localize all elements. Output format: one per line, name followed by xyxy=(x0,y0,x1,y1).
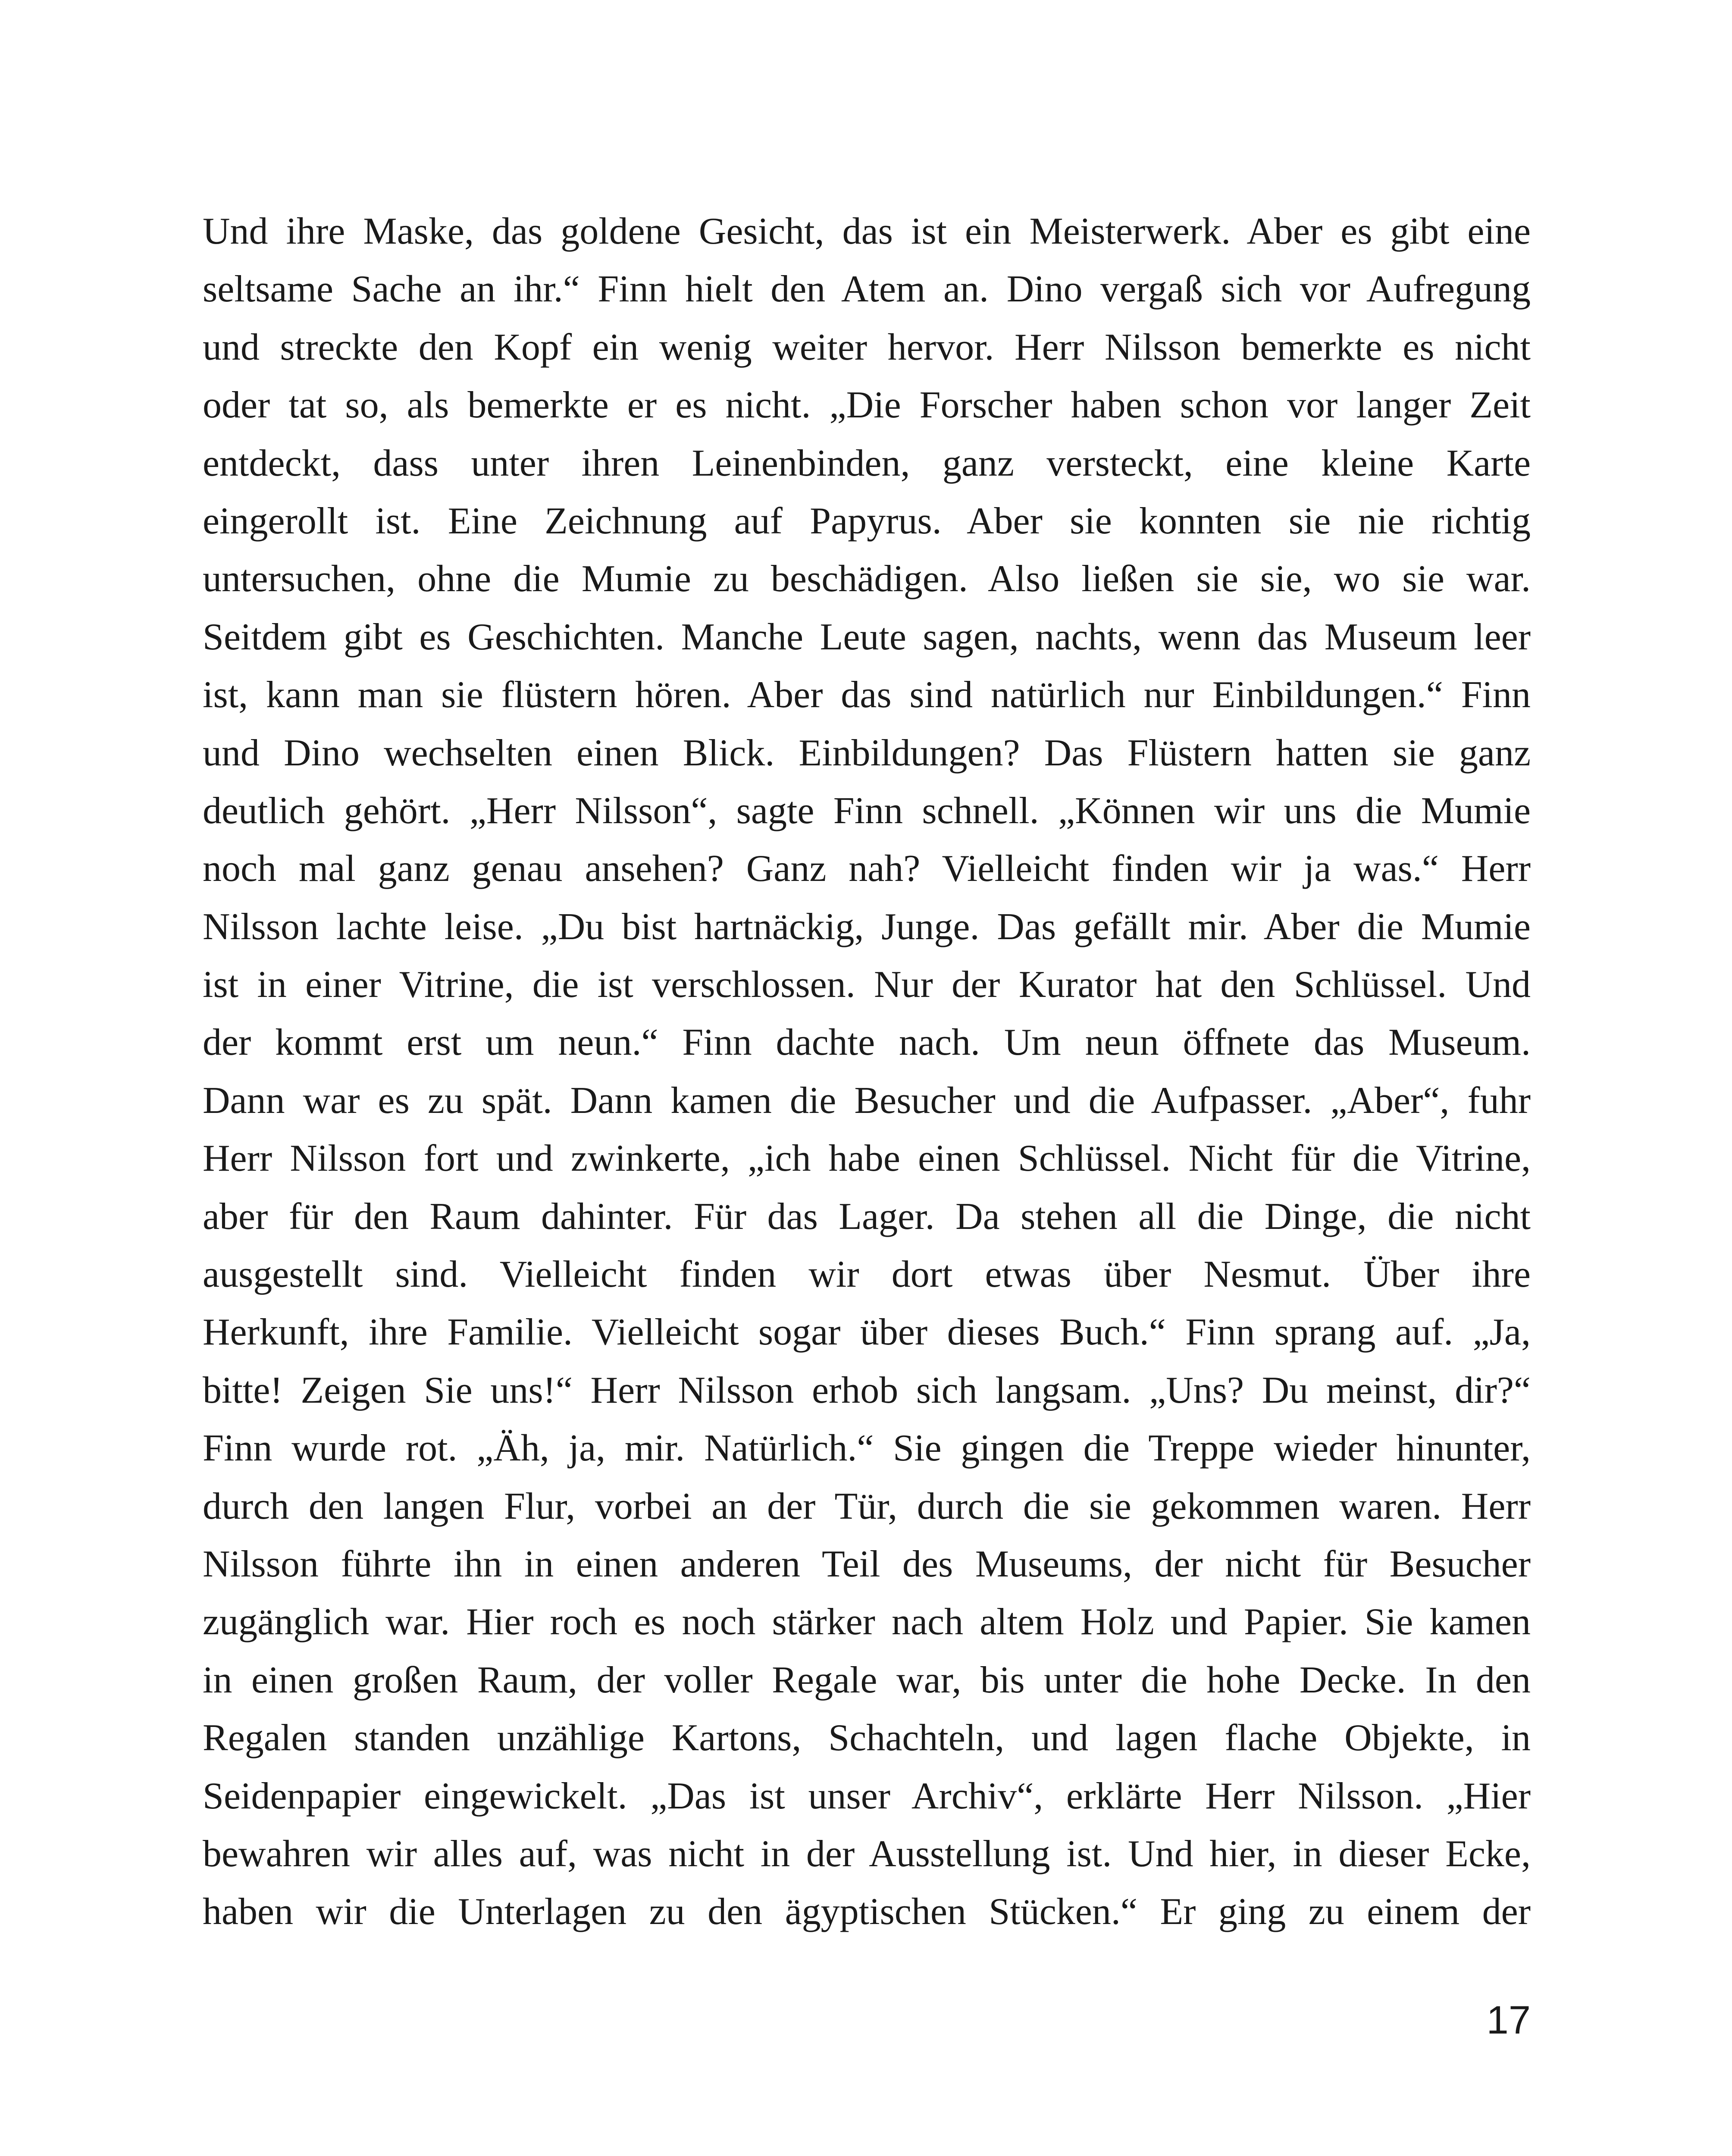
text-line: Finn wurde rot. „Äh, ja, mir. Natürlich.“ Sie gingen die Treppe wieder hinunter, xyxy=(203,1427,1531,1470)
text-line: Nilsson führte ihn in einen anderen Teil des Museums, der nicht für Besucher xyxy=(203,1543,1531,1585)
text-line: Regalen standen unzählige Kartons, Schachteln, und lagen flache Objekte, in xyxy=(203,1717,1531,1759)
text-line: Dann war es zu spät. Dann kamen die Besucher und die Aufpasser. „Aber“, fuhr xyxy=(203,1079,1531,1122)
text-line: deutlich gehört. „Herr Nilsson“, sagte Finn schnell. „Können wir uns die Mumie xyxy=(203,790,1531,832)
text-line: Nilsson lachte leise. „Du bist hartnäckig, Junge. Das gefällt mir. Aber die Mumie xyxy=(203,906,1531,948)
text-line: ist, kann man sie flüstern hören. Aber das sind natürlich nur Einbildungen.“ Finn xyxy=(203,674,1531,716)
text-line: entdeckt, dass unter ihren Leinenbinden, ganz versteckt, eine kleine Karte xyxy=(203,442,1531,484)
text-line: bewahren wir alles auf, was nicht in der Ausstellung ist. Und hier, in dieser Ecke, xyxy=(203,1833,1531,1875)
text-line: Seitdem gibt es Geschichten. Manche Leute sagen, nachts, wenn das Museum leer xyxy=(203,616,1531,658)
text-line: seltsame Sache an ihr.“ Finn hielt den Atem an. Dino vergaß sich vor Aufregung xyxy=(203,268,1531,310)
text-line: in einen großen Raum, der voller Regale war, bis unter die hohe Decke. In den xyxy=(203,1659,1531,1701)
text-line: aber für den Raum dahinter. Für das Lager. Da stehen all die Dinge, die nicht xyxy=(203,1195,1531,1238)
text-line: ist in einer Vitrine, die ist verschlossen. Nur der Kurator hat den Schlüssel. Und xyxy=(203,964,1531,1006)
text-line: und streckte den Kopf ein wenig weiter hervor. Herr Nilsson bemerkte es nicht xyxy=(203,326,1531,368)
text-line: Und ihre Maske, das goldene Gesicht, das ist ein Meisterwerk. Aber es gibt eine xyxy=(203,210,1531,252)
text-line: bitte! Zeigen Sie uns!“ Herr Nilsson erhob sich langsam. „Uns? Du meinst, dir?“ xyxy=(203,1369,1531,1411)
body-text xyxy=(203,203,1531,1941)
text-line: durch den langen Flur, vorbei an der Tür, durch die sie gekommen waren. Herr xyxy=(203,1485,1531,1527)
text-line: der kommt erst um neun.“ Finn dachte nach. Um neun öffnete das Museum. xyxy=(203,1022,1531,1064)
text-line: zugänglich war. Hier roch es noch stärker nach altem Holz und Papier. Sie kamen xyxy=(203,1601,1531,1643)
text-line: oder tat so, als bemerkte er es nicht. „Die Forscher haben schon vor langer Zeit xyxy=(203,384,1531,426)
text-line: Seidenpapier eingewickelt. „Das ist unser Archiv“, erklärte Herr Nilsson. „Hier xyxy=(203,1775,1531,1817)
text-line: haben wir die Unterlagen zu den ägyptischen Stücken.“ Er ging zu einem der xyxy=(203,1891,1531,1933)
text-line: ausgestellt sind. Vielleicht finden wir dort etwas über Nesmut. Über ihre xyxy=(203,1253,1531,1296)
text-line: untersuchen, ohne die Mumie zu beschädigen. Also ließen sie sie, wo sie war. xyxy=(203,558,1531,600)
text-line: noch mal ganz genau ansehen? Ganz nah? Vielleicht finden wir ja was.“ Herr xyxy=(203,848,1531,890)
page-number: 17 xyxy=(1486,1998,1531,2042)
text-line: Herkunft, ihre Familie. Vielleicht sogar über dieses Buch.“ Finn sprang auf. „Ja, xyxy=(203,1311,1531,1354)
text-line: eingerollt ist. Eine Zeichnung auf Papyrus. Aber sie konnten sie nie richtig xyxy=(203,500,1531,542)
text-line: Herr Nilsson fort und zwinkerte, „ich habe einen Schlüssel. Nicht für die Vitrine, xyxy=(203,1138,1531,1180)
text-line: und Dino wechselten einen Blick. Einbildungen? Das Flüstern hatten sie ganz xyxy=(203,732,1531,774)
